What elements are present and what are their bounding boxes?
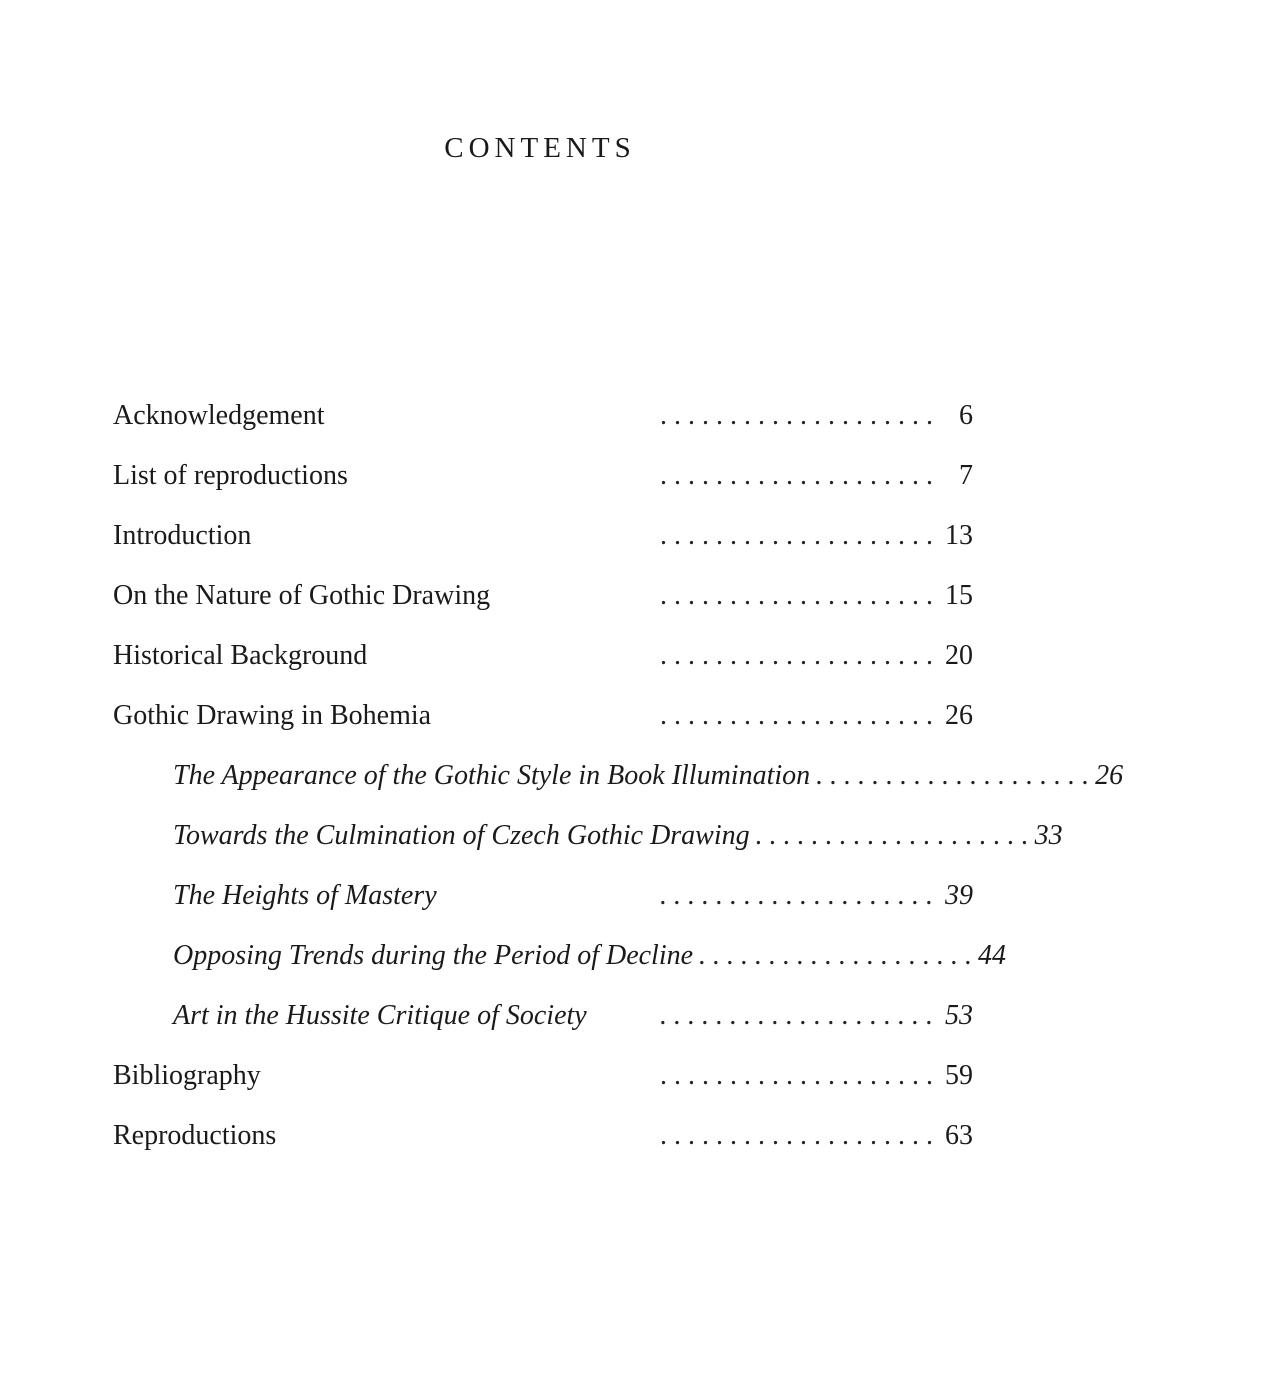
toc-page-number: 26	[945, 700, 973, 731]
toc-entry-title: Bibliography	[113, 1060, 261, 1091]
dot-leader: . . . . . . . . . . . . . . . . . . . .	[660, 640, 933, 671]
toc-entry-title: Opposing Trends during the Period of Decline	[173, 940, 694, 971]
dot-leader: . . . . . . . . . . . . . . . . . . . .	[699, 940, 973, 971]
table-of-contents	[113, 400, 1124, 1180]
toc-entry-title: Introduction	[113, 520, 252, 551]
toc-entry-title: Art in the Hussite Critique of Society	[173, 1000, 587, 1031]
toc-entry-title: List of reproductions	[113, 460, 348, 491]
dot-leader: . . . . . . . . . . . . . . . . . . . .	[660, 1120, 933, 1151]
dot-leader: . . . . . . . . . . . . . . . . . . . .	[660, 880, 933, 911]
toc-page-number: 39	[945, 880, 973, 911]
toc-subentry	[113, 940, 1007, 1000]
dot-leader: . . . . . . . . . . . . . . . . . . . .	[660, 1060, 933, 1091]
toc-entry	[113, 520, 973, 580]
toc-entry-title: Acknowledgement	[113, 400, 325, 431]
dot-leader: . . . . . . . . . . . . . . . . . . . .	[660, 580, 933, 611]
toc-entry-title: Towards the Culmination of Czech Gothic Drawing	[173, 820, 750, 851]
dot-leader: . . . . . . . . . . . . . . . . . . . .	[660, 1000, 933, 1031]
toc-entry	[113, 640, 973, 700]
toc-page-number: 15	[945, 580, 973, 611]
toc-page-number: 44	[978, 940, 1007, 971]
toc-page-number: 59	[945, 1060, 973, 1091]
toc-entry-title: On the Nature of Gothic Drawing	[113, 580, 491, 611]
toc-entry	[113, 700, 973, 760]
dot-leader: . . . . . . . . . . . . . . . . . . . .	[816, 760, 1090, 791]
toc-page-number: 63	[945, 1120, 973, 1151]
toc-subentry	[113, 820, 1063, 880]
toc-page-number: 20	[945, 640, 973, 671]
toc-entry-title: The Appearance of the Gothic Style in Book Illumination	[173, 760, 811, 791]
dot-leader: . . . . . . . . . . . . . . . . . . . .	[755, 820, 1029, 851]
dot-leader: . . . . . . . . . . . . . . . . . . . .	[660, 400, 933, 431]
toc-entry-title: The Heights of Mastery	[173, 880, 437, 911]
dot-leader: . . . . . . . . . . . . . . . . . . . .	[660, 460, 933, 491]
toc-entry	[113, 1060, 973, 1120]
toc-subentry	[113, 760, 1124, 820]
toc-entry-title: Reproductions	[113, 1120, 277, 1151]
toc-page-number: 6	[959, 400, 973, 431]
dot-leader: . . . . . . . . . . . . . . . . . . . .	[660, 520, 933, 551]
toc-page-number: 13	[945, 520, 973, 551]
page-title: CONTENTS	[444, 132, 636, 164]
toc-entry	[113, 460, 973, 520]
toc-entry	[113, 1120, 973, 1180]
toc-entry-title: Gothic Drawing in Bohemia	[113, 700, 432, 731]
toc-page-number: 53	[945, 1000, 973, 1031]
dot-leader: . . . . . . . . . . . . . . . . . . . .	[660, 700, 933, 731]
toc-subentry	[113, 880, 973, 940]
toc-entry-title: Historical Background	[113, 640, 368, 671]
toc-page-number: 26	[1095, 760, 1124, 791]
toc-page-number: 33	[1034, 820, 1063, 851]
toc-entry	[113, 400, 973, 460]
toc-entry	[113, 580, 973, 640]
toc-page-number: 7	[959, 460, 973, 491]
toc-subentry	[113, 1000, 973, 1060]
